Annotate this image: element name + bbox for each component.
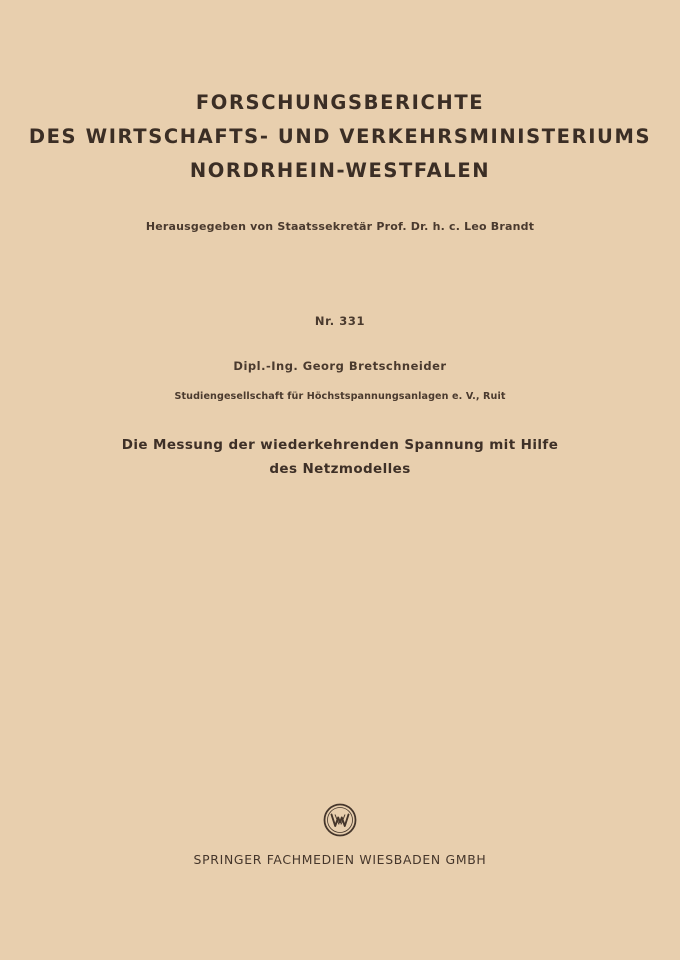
issue-number: Nr. 331	[314, 314, 366, 328]
editor-line: Herausgegeben von Staatssekretär Prof. Dr. h. c. Leo Brandt	[145, 220, 535, 233]
series-title-line-2: DES WIRTSCHAFTS- UND VERKEHRSMINISTERIUMS	[28, 125, 652, 148]
author-name: Dipl.-Ing. Georg Bretschneider	[233, 359, 447, 373]
publisher-name: SPRINGER FACHMEDIEN WIESBADEN GMBH	[193, 852, 487, 867]
series-title-line-3: NORDRHEIN-WESTFALEN	[189, 159, 491, 182]
author-affiliation: Studiengesellschaft für Höchstspannungsanlagen e. V., Ruit	[174, 391, 506, 402]
book-title-line-1: Die Messung der wiederkehrenden Spannung mit Hilfe	[121, 437, 559, 453]
book-title-line-2: des Netzmodelles	[269, 461, 411, 477]
springer-logo-icon	[322, 802, 358, 838]
series-title-line-1: FORSCHUNGSBERICHTE	[195, 91, 485, 114]
